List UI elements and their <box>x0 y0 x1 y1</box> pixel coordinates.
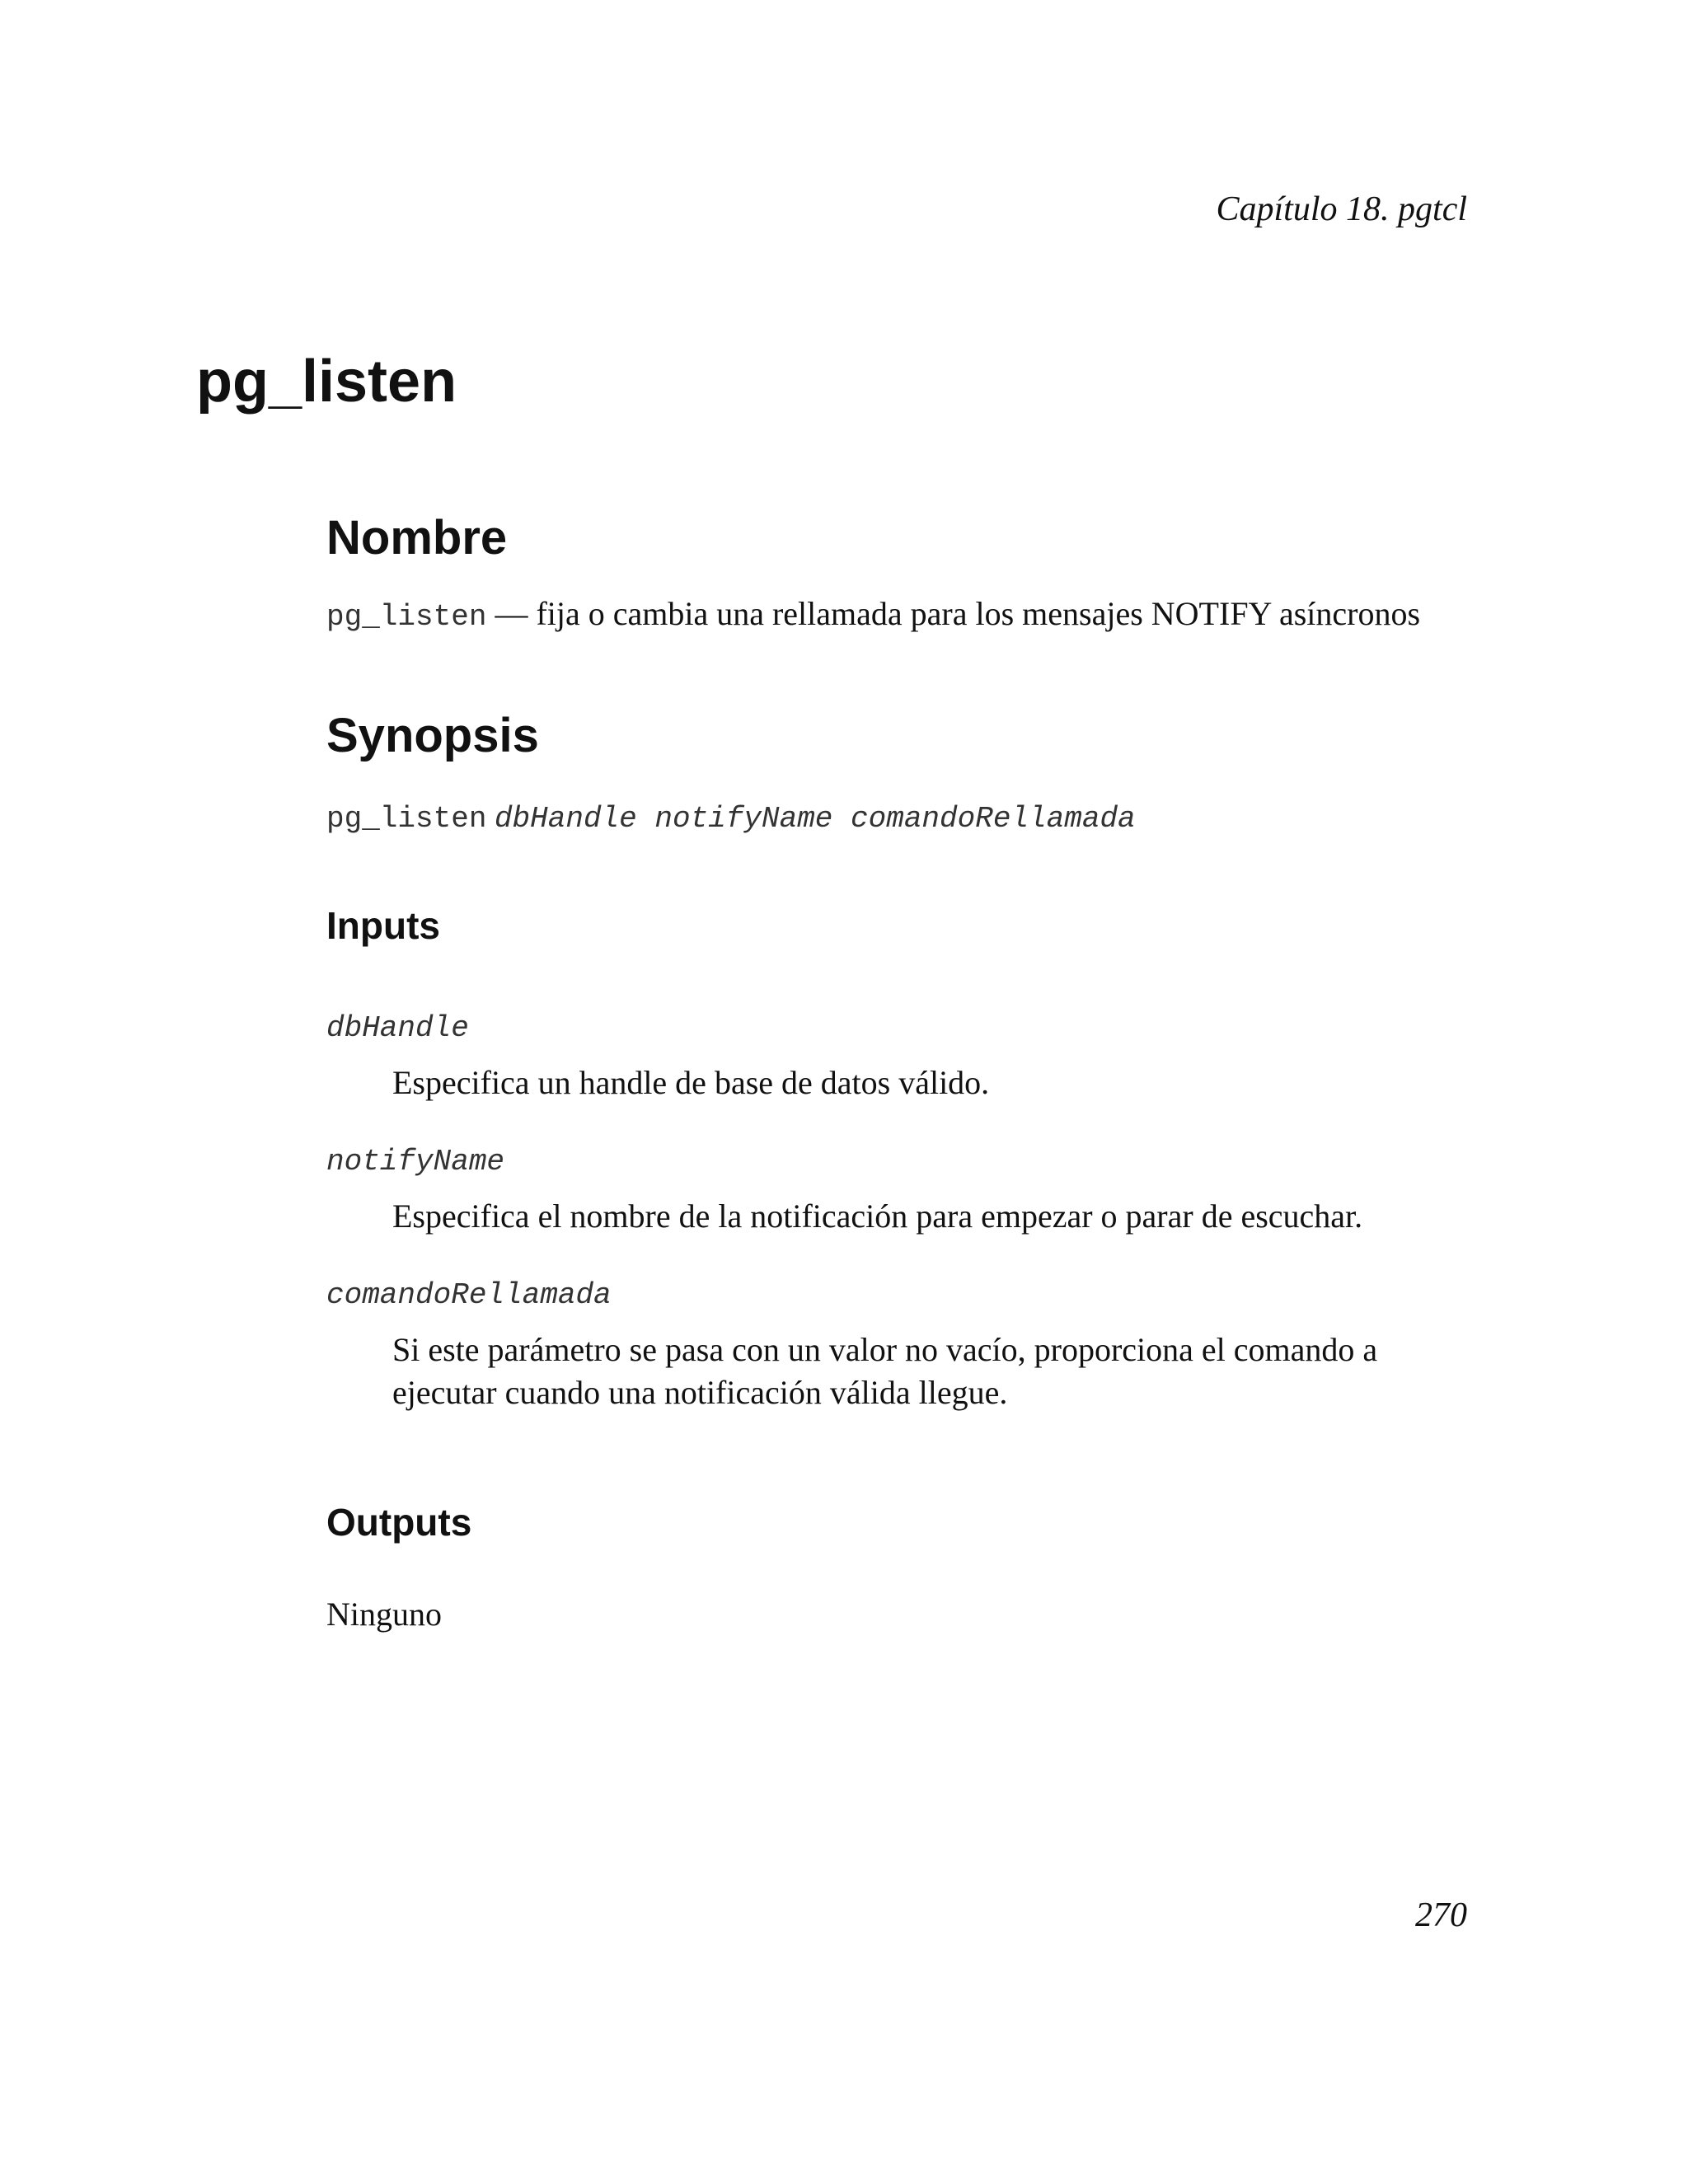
input-term: dbHandle <box>326 1011 469 1045</box>
section-heading-synopsis: Synopsis <box>326 709 539 762</box>
input-term-comandorellamada <box>326 1272 612 1316</box>
input-term: notifyName <box>326 1145 505 1179</box>
section-heading-inputs: Inputs <box>326 904 440 947</box>
input-definition-comandorellamada-line2: ejecutar cuando una notificación válida llegue. <box>392 1374 1008 1411</box>
input-definition-notifyname: Especifica el nombre de la notificación para empezar o parar de escuchar. <box>392 1197 1363 1235</box>
input-definition-dbhandle: Especifica un handle de base de datos válido. <box>392 1064 990 1101</box>
nombre-line <box>326 593 1420 638</box>
synopsis-line <box>326 796 1136 840</box>
nombre-command: pg_listen <box>326 600 487 634</box>
running-header: Capítulo 18. pgtcl <box>1216 190 1467 228</box>
section-heading-outputs: Outputs <box>326 1501 472 1544</box>
input-term: comandoRellamada <box>326 1278 612 1312</box>
nombre-description: — fija o cambia una rellamada para los mensajes NOTIFY asíncronos <box>486 595 1421 632</box>
page-number: 270 <box>1415 1896 1467 1934</box>
section-heading-nombre: Nombre <box>326 511 508 565</box>
page-title: pg_listen <box>196 349 457 415</box>
synopsis-args: dbHandle notifyName comandoRellamada <box>494 802 1136 836</box>
input-term-notifyname <box>326 1139 504 1183</box>
input-definition-comandorellamada-line1: Si este parámetro se pasa con un valor no vacío, proporciona el comando a <box>392 1331 1378 1368</box>
synopsis-command: pg_listen <box>326 802 487 836</box>
input-term-dbhandle <box>326 1005 469 1049</box>
outputs-value: Ninguno <box>326 1596 442 1633</box>
